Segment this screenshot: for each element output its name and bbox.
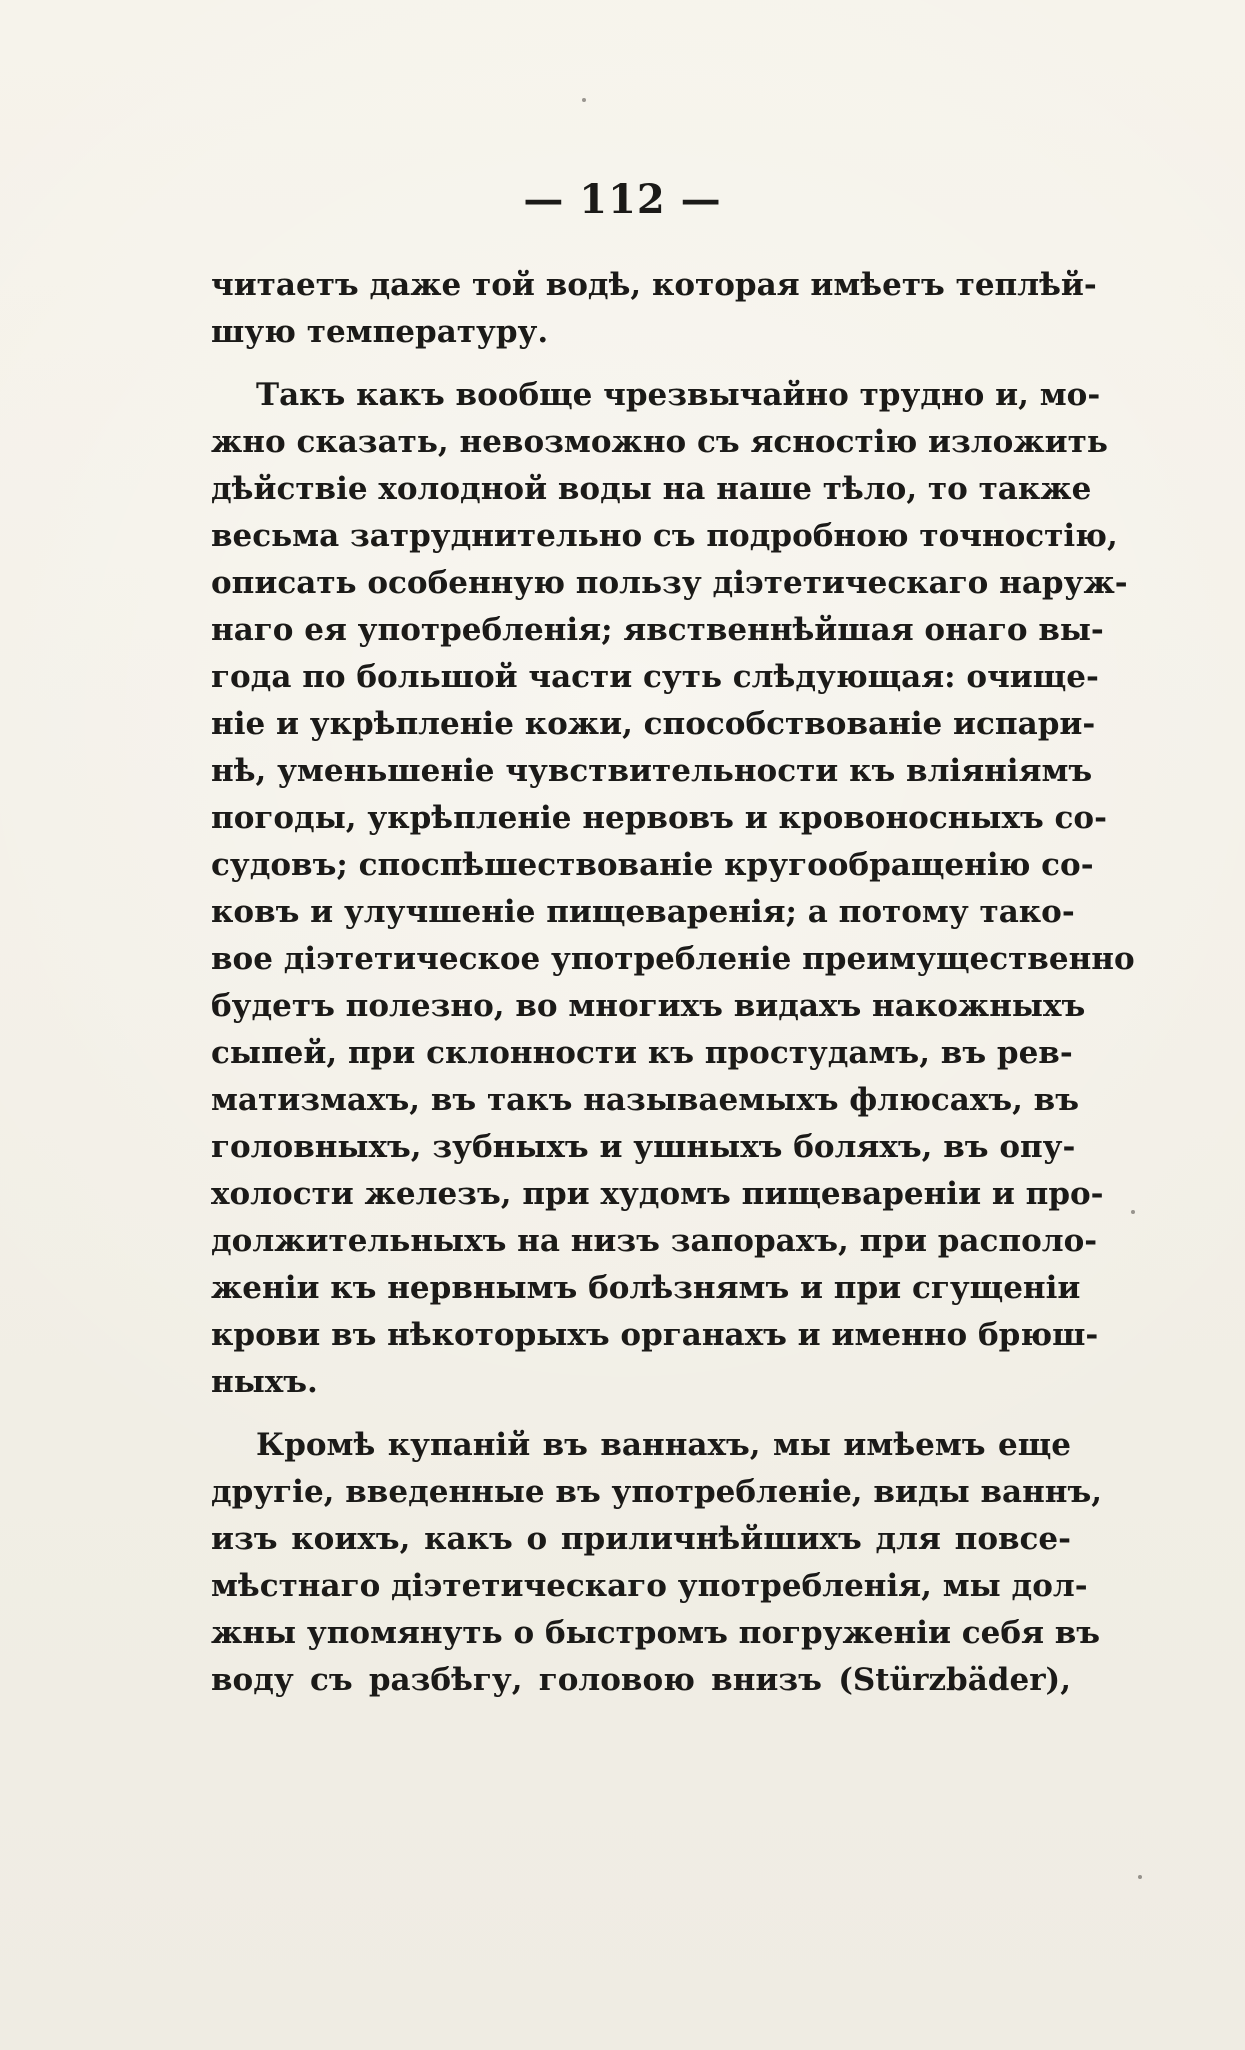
text-line: сыпей, при склонности къ простудамъ, въ рев- xyxy=(211,1035,1073,1071)
text-line: должительныхъ на низъ запорахъ, при располо- xyxy=(211,1223,1098,1259)
text-line: женiи къ нервнымъ болѣзнямъ и при сгущенiи xyxy=(211,1270,1081,1306)
text-line: года по большой части суть слѣдующая: очище- xyxy=(211,659,1099,695)
body-text xyxy=(211,262,1135,1704)
text-line: изъ коихъ, какъ о приличнѣйшихъ для повсе- xyxy=(211,1521,1071,1557)
text-line: ковъ и улучшенiе пищеваренiя; а потому тако- xyxy=(211,894,1075,930)
paragraph-break xyxy=(211,356,1071,372)
text-line: весьма затруднительно съ подробною точностiю, xyxy=(211,518,1118,554)
text-line: матизмахъ, въ такъ называемыхъ флюсахъ, въ xyxy=(211,1082,1079,1118)
text-line: описать особенную пользу дiэтетическаго наруж- xyxy=(211,565,1128,601)
text-line: головныхъ, зубныхъ и ушныхъ боляхъ, въ опу- xyxy=(211,1129,1076,1165)
text-line: шую температуру. xyxy=(211,314,549,350)
text-line: нiе и укрѣпленiе кожи, способствованiе испари- xyxy=(211,706,1096,742)
text-line: погоды, укрѣпленiе нервовъ и кровоносныхъ со- xyxy=(211,800,1107,836)
text-line: жно сказать, невозможно съ ясностiю изложить xyxy=(211,424,1108,460)
paper-speck xyxy=(1138,1875,1142,1879)
text-line: мѣстнаго дiэтетическаго употребленiя, мы дол- xyxy=(211,1568,1088,1604)
text-line: нѣ, уменьшенiе чувствительности къ влiянiямъ xyxy=(211,753,1093,789)
text-line: наго ея употребленiя; явственнѣйшая онаго вы- xyxy=(211,612,1104,648)
text-line: холости железъ, при худомъ пищеваренiи и про- xyxy=(211,1176,1104,1212)
text-line: жны упомянуть о быстромъ погруженiи себя въ xyxy=(211,1615,1101,1651)
text-line: будетъ полезно, во многихъ видахъ накожныхъ xyxy=(211,988,1086,1024)
text-line: воду съ разбѣгу, головою внизъ (Stürzbäder), xyxy=(211,1662,1071,1698)
text-line: вое дiэтетическое употребленiе преимущественно xyxy=(211,941,1135,977)
text-line: читаетъ даже той водѣ, которая имѣетъ теплѣй- xyxy=(211,267,1097,303)
page-number: — 112 — xyxy=(523,176,722,223)
text-line: судовъ; споспѣшествованiе кругообращенiю со- xyxy=(211,847,1094,883)
paper-speck xyxy=(1131,1210,1135,1214)
text-line: другiе, введенные въ употребленiе, виды ваннъ, xyxy=(211,1474,1103,1510)
text-line: дѣйствiе холодной воды на наше тѣло, то также xyxy=(211,471,1092,507)
text-line: крови въ нѣкоторыхъ органахъ и именно брюш- xyxy=(211,1317,1099,1353)
text-line: Такъ какъ вообще чрезвычайно трудно и, мо- xyxy=(256,377,1101,413)
text-line: ныхъ. xyxy=(211,1364,318,1400)
text-line: Кромѣ купанiй въ ваннахъ, мы имѣемъ еще xyxy=(256,1427,1071,1463)
paper-speck xyxy=(582,98,586,102)
paragraph-break xyxy=(211,1406,1071,1422)
